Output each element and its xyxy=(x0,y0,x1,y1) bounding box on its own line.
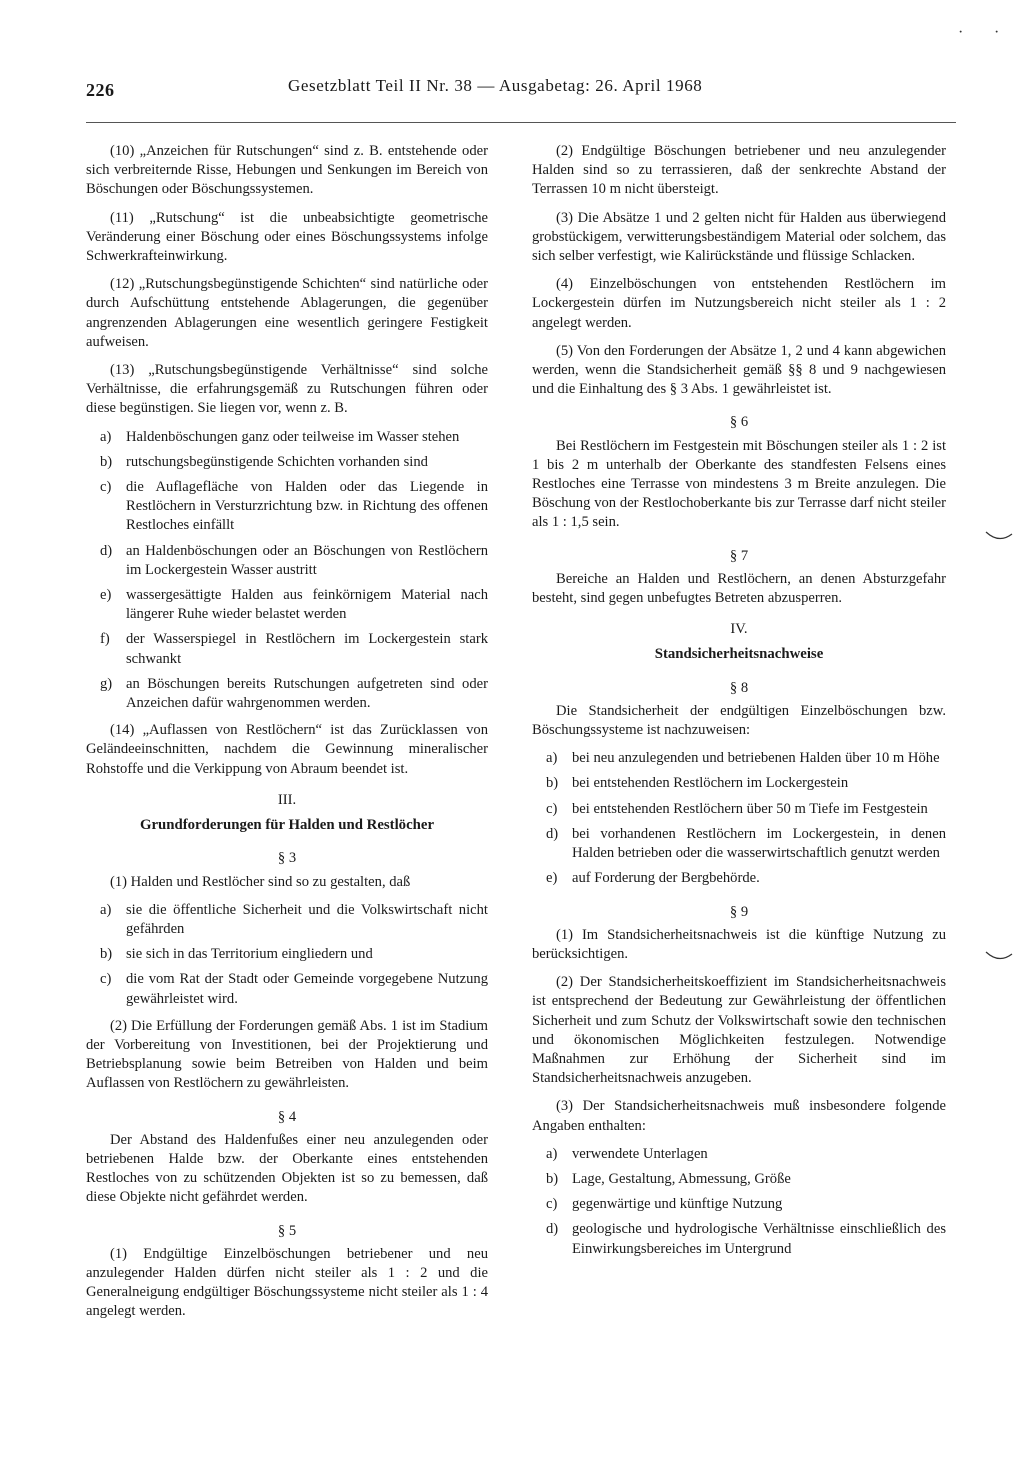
list-item-marker: d) xyxy=(546,1221,559,1238)
list-item-marker: e) xyxy=(546,870,558,887)
scan-mark xyxy=(984,948,1014,964)
list-item-text: sie sich in das Territorium eingliedern und xyxy=(126,946,373,963)
list-item-marker: a) xyxy=(546,1145,558,1162)
paragraph-11: (11) „Rutschung“ ist die unbeabsichtigte geometrische Veränderung einer Böschung oder eines Böschungssystems infolge Schwerkrafteinwirkung. xyxy=(86,209,488,265)
list-item-text: die Auflagefläche von Halden oder das Liegende in Restlöchern in Versturzrichtung bzw. in Richtung des offenen Restloches einfällt xyxy=(126,479,488,534)
paragraph-symbol-3: § 3 xyxy=(277,850,297,867)
list-item-marker: b) xyxy=(100,453,113,470)
list-item-marker: f) xyxy=(100,631,110,648)
list-item xyxy=(86,675,488,713)
list-item xyxy=(86,478,488,536)
list-item xyxy=(86,586,488,624)
list-item xyxy=(532,800,946,819)
list-item-text: sie die öffentliche Sicherheit und die Volkswirtschaft nicht gefährden xyxy=(126,901,488,937)
section-title-4: Standsicherheitsnachweise xyxy=(654,646,824,663)
page-number: 226 xyxy=(86,80,115,100)
list-item xyxy=(86,542,488,580)
section-number-3: III. xyxy=(277,791,297,808)
s7-paragraph: Bereiche an Halden und Restlöchern, an denen Absturzgefahr besteht, sind gegen unbefugtes Betreten abzusperren. xyxy=(532,570,946,607)
s5-paragraph-5: (5) Von den Forderungen der Absätze 1, 2 und 4 kann abgewichen werden, wenn die Standsicherheit gemäß §§ 8 und 9 nachgewiesen und die Einhaltung des § 3 Abs. 1 gewährleistet ist. xyxy=(532,342,946,398)
scan-mark: · xyxy=(958,24,964,41)
list-item-marker: a) xyxy=(100,428,112,445)
list-item-marker: a) xyxy=(100,901,112,918)
paragraph-symbol-9: § 9 xyxy=(729,903,749,920)
paragraph-symbol-7: § 7 xyxy=(729,547,749,564)
list-item-text: gegenwärtige und künftige Nutzung xyxy=(572,1196,783,1213)
paragraph-14: (14) „Auflassen von Restlöchern“ ist das Zurücklassen von Geländeeinschnitten, nachdem die Gewinnung mineralischer Rohstoffe und die Verkippung von Abraum beendet ist. xyxy=(86,722,488,777)
list-item-text: geologische und hydrologische Verhältnisse einschließlich des Einwirkungsbereiches im Untergrund xyxy=(572,1221,946,1257)
list-item-marker: c) xyxy=(546,1196,558,1213)
s3-paragraph-2: (2) Die Erfüllung der Forderungen gemäß Abs. 1 ist im Stadium der Vorbereitung von Investitionen, bei der Projektierung und Betriebsplanung sowie beim Betreiben von Halden und beim Auflassen von Restlöchern zu gewährleisten. xyxy=(86,1017,488,1092)
list-item-text: bei entstehenden Restlöchern über 50 m Tiefe im Festgestein xyxy=(572,800,928,817)
list-item-marker: c) xyxy=(100,479,112,496)
list-item xyxy=(532,749,946,768)
list-item-marker: b) xyxy=(546,775,559,792)
list-item-text: auf Forderung der Bergbehörde. xyxy=(572,870,760,887)
list-item xyxy=(532,869,946,888)
list-item-text: an Böschungen bereits Rutschungen aufgetreten sind oder Anzeichen dafür wahrgenommen werden. xyxy=(126,675,488,712)
s4-paragraph: Der Abstand des Haldenfußes einer neu anzulegenden oder betriebenen Halde bzw. der Oberkante eines entstehenden Restloches von zu schützenden Objekten ist so zu bemessen, daß diese Objekte nicht gefährdet werden. xyxy=(86,1131,488,1206)
list-item-text: Haldenböschungen ganz oder teilweise im Wasser stehen xyxy=(126,428,460,445)
paragraph-symbol-6: § 6 xyxy=(729,414,749,431)
paragraph-10: (10) „Anzeichen für Rutschungen“ sind z. B. entstehende oder sich verbreiternde Risse, Hebungen und Senkungen im Bereich von Böschungen oder Böschungssystemen. xyxy=(86,143,488,198)
list-item-text: Lage, Gestaltung, Abmessung, Größe xyxy=(572,1170,791,1187)
list-s9 xyxy=(532,1145,946,1259)
list-item xyxy=(532,1195,946,1214)
list-item xyxy=(86,453,488,472)
list-item-marker: a) xyxy=(546,750,558,767)
section-title-3: Grundforderungen für Halden und Restlöcher xyxy=(139,817,435,834)
s5-paragraph-4: (4) Einzelböschungen von entstehenden Restlöchern im Lockergestein dürfen im Nutzungsbereich nicht steiler als 1 : 2 angelegt werden. xyxy=(532,276,946,331)
header-rule xyxy=(86,122,956,123)
page-header xyxy=(86,76,956,106)
paragraph-symbol-8: § 8 xyxy=(729,679,749,696)
list-item-text: verwendete Unterlagen xyxy=(572,1145,708,1162)
list-item xyxy=(86,630,488,668)
list-item-marker: d) xyxy=(546,825,559,842)
list-item xyxy=(86,945,488,964)
list-item xyxy=(532,1220,946,1258)
list-item-text: rutschungsbegünstigende Schichten vorhanden sind xyxy=(126,453,428,470)
list-item xyxy=(532,825,946,863)
list-item-text: an Haldenböschungen oder an Böschungen von Restlöchern im Lockergestein Wasser austritt xyxy=(126,542,488,578)
s9-paragraph-2: (2) Der Standsicherheitskoeffizient im Standsicherheitsnachweis ist entsprechend der Bedeutung zur Gewährleistung der öffentlichen Sicherheit und zum Schutz der Volkswirtschaft sowie den technischen und ökonomischen Möglichkeiten festzulegen. Notwendige Maßnahmen zur Erhöhung der Sicherheit sind im Standsicherheitsnachweis anzugeben. xyxy=(532,974,946,1087)
list-item-marker: c) xyxy=(100,971,112,988)
s5-paragraph-2: (2) Endgültige Böschungen betriebener und neu anzulegender Halden sind so zu terrassieren, daß der senkrechte Abstand der Terrassen 10 m nicht übersteigt. xyxy=(532,143,946,198)
list-13 xyxy=(86,428,488,714)
scan-mark xyxy=(984,528,1014,544)
list-item-text: bei vorhandenen Restlöchern im Lockergestein, in denen Halden betrieben oder die wasserwirtschaftlich genutzt werden xyxy=(572,825,946,862)
s6-paragraph: Bei Restlöchern im Festgestein mit Böschungen steiler als 1 : 2 ist 1 bis 2 m unterhalb der Oberkante des standfesten Felsens eines Restloches eine Terrasse von mindestens 3 m Breite anzulegen. Die Böschung von der Restlochoberkante bis zur Terrasse darf nicht steiler als 1 : 1,5 sein. xyxy=(532,437,946,531)
list-item xyxy=(532,774,946,793)
list-item-marker: g) xyxy=(100,675,113,692)
s5-paragraph-3: (3) Die Absätze 1 und 2 gelten nicht für Halden aus überwiegend grobstückigem, verwitterungsbeständigem Material oder solchem, das sich selber verfestigt, wie Kalirückstände und flüssige Schlacken. xyxy=(532,209,946,265)
left-column xyxy=(86,142,488,1331)
list-item xyxy=(86,901,488,939)
paragraph-symbol-5: § 5 xyxy=(277,1222,297,1239)
s5-paragraph-1: (1) Endgültige Einzelböschungen betriebener und neu anzulegender Halden dürfen nicht steiler als 1 : 2 und die Generalneigung endgültiger Böschungssysteme nicht steiler als 1 : 4 angelegt werden. xyxy=(86,1245,488,1320)
list-item xyxy=(532,1145,946,1164)
s9-paragraph-1: (1) Im Standsicherheitsnachweis ist die künftige Nutzung zu berücksichtigen. xyxy=(532,926,946,962)
list-item-marker: d) xyxy=(100,542,113,559)
list-item xyxy=(86,970,488,1008)
scan-mark: · xyxy=(994,24,1000,41)
list-item-text: bei neu anzulegenden und betriebenen Halden über 10 m Höhe xyxy=(572,750,940,767)
list-item-text: bei entstehenden Restlöchern im Lockergestein xyxy=(572,775,849,792)
s3-paragraph-1: (1) Halden und Restlöcher sind so zu gestalten, daß xyxy=(110,873,411,890)
list-item-marker: b) xyxy=(100,946,113,963)
list-s3 xyxy=(86,901,488,1009)
paragraph-12: (12) „Rutschungsbegünstigende Schichten“ sind natürliche oder durch Aufschüttung entstehende Ablagerungen, die gegenüber angrenzenden Ablagerungen eine wesentlich geringere Festigkeit aufweisen. xyxy=(86,276,488,350)
list-item-text: der Wasserspiegel in Restlöchern im Lockergestein stark schwankt xyxy=(126,631,488,667)
list-item xyxy=(86,428,488,447)
list-item-marker: e) xyxy=(100,587,112,604)
list-item-text: die vom Rat der Stadt oder Gemeinde vorgegebene Nutzung gewährleistet wird. xyxy=(126,971,488,1007)
list-item-text: wassergesättigte Halden aus feinkörnigem Material nach längerer Ruhe wieder belastet werden xyxy=(126,587,488,623)
s8-paragraph: Die Standsicherheit der endgültigen Einzelböschungen bzw. Böschungssysteme ist nachzuweisen: xyxy=(532,702,946,739)
list-s8 xyxy=(532,749,946,888)
list-item-marker: c) xyxy=(546,800,558,817)
section-number-4: IV. xyxy=(730,621,748,638)
list-item-marker: b) xyxy=(546,1170,559,1187)
header-title: Gesetzblatt Teil II Nr. 38 — Ausgabetag: 26. April 1968 xyxy=(288,76,703,95)
list-item xyxy=(532,1170,946,1189)
right-column xyxy=(532,142,946,1267)
paragraph-13: (13) „Rutschungsbegünstigende Verhältnisse“ sind solche Verhältnisse, die erfahrungsgemäß zu Rutschungen führen oder diese begünstigen. Sie liegen vor, wenn z. B. xyxy=(86,362,488,417)
s9-paragraph-3: (3) Der Standsicherheitsnachweis muß insbesondere folgende Angaben enthalten: xyxy=(532,1098,946,1134)
paragraph-symbol-4: § 4 xyxy=(277,1108,297,1125)
